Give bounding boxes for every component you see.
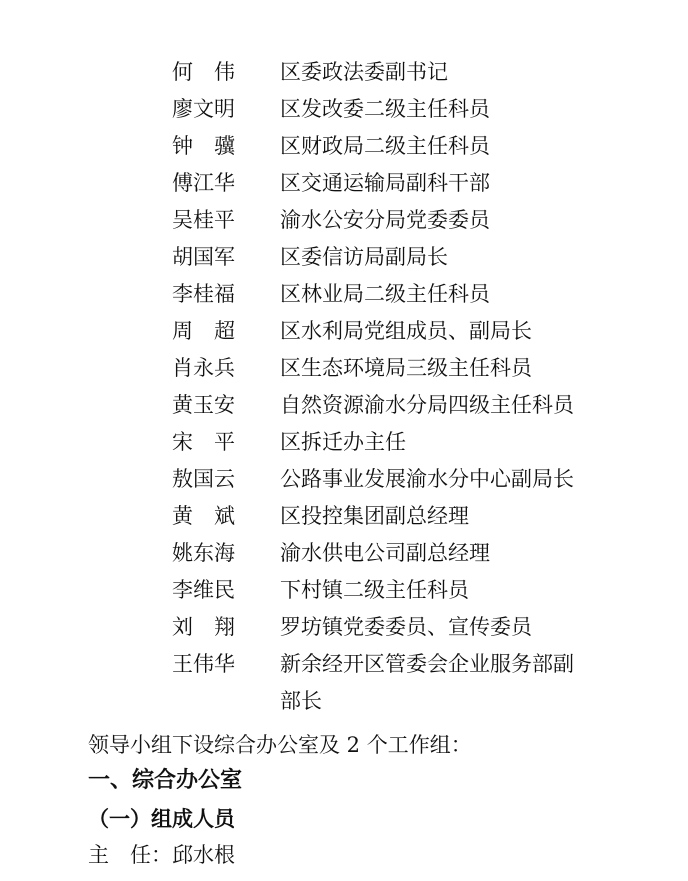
member-row <box>172 91 592 128</box>
member-row <box>172 424 592 461</box>
member-row <box>172 239 592 276</box>
member-name: 肖永兵 <box>172 356 235 380</box>
section-heading: 一、综合办公室 <box>88 768 243 793</box>
member-row <box>172 350 592 387</box>
member-title: 渝水公安分局党委委员 <box>280 208 490 232</box>
member-title: 新余经开区管委会企业服务部副部长 <box>280 652 574 713</box>
member-row <box>172 498 592 535</box>
member-name: 宋 平 <box>172 430 235 454</box>
member-row <box>172 54 592 91</box>
member-title: 区林业局二级主任科员 <box>280 282 490 306</box>
member-name: 黄玉安 <box>172 393 235 417</box>
member-row <box>172 646 592 720</box>
member-title: 区生态环境局三级主任科员 <box>280 356 532 380</box>
member-row <box>172 387 592 424</box>
member-row <box>172 461 592 498</box>
member-title: 区交通运输局副科干部 <box>280 171 490 195</box>
member-row <box>172 313 592 350</box>
member-name: 刘 翔 <box>172 615 235 639</box>
member-name: 周 超 <box>172 319 235 343</box>
subsection-heading: （一）组成人员 <box>88 806 235 831</box>
member-title: 下村镇二级主任科员 <box>280 578 469 602</box>
member-title: 区委政法委副书记 <box>280 60 448 84</box>
member-title: 区投控集团副总经理 <box>280 504 469 528</box>
member-name: 李桂福 <box>172 282 235 306</box>
member-title: 区拆迁办主任 <box>280 430 406 454</box>
member-title: 区财政局二级主任科员 <box>280 134 490 158</box>
member-row <box>172 202 592 239</box>
member-row <box>172 128 592 165</box>
member-row <box>172 165 592 202</box>
member-name: 敖国云 <box>172 467 235 491</box>
member-title: 区委信访局副局长 <box>280 245 448 269</box>
member-title: 渝水供电公司副总经理 <box>280 541 490 565</box>
member-title: 区发改委二级主任科员 <box>280 97 490 121</box>
member-name: 何 伟 <box>172 60 235 84</box>
member-row <box>172 276 592 313</box>
member-name: 吴桂平 <box>172 208 235 232</box>
member-name: 黄 斌 <box>172 504 235 528</box>
director-line: 主 任：邱水根 <box>88 843 235 867</box>
member-name: 胡国军 <box>172 245 235 269</box>
member-name: 姚东海 <box>172 541 235 565</box>
member-name: 傅江华 <box>172 171 235 195</box>
member-row <box>172 572 592 609</box>
member-list <box>172 54 592 720</box>
member-name: 钟 骥 <box>172 134 235 158</box>
member-title: 罗坊镇党委委员、宣传委员 <box>280 615 532 639</box>
member-name: 廖文明 <box>172 97 235 121</box>
member-row <box>172 609 592 646</box>
intro-paragraph: 领导小组下设综合办公室及 2 个工作组： <box>88 733 472 757</box>
member-name: 王伟华 <box>172 652 235 676</box>
member-name: 李维民 <box>172 578 235 602</box>
member-title: 区水利局党组成员、副局长 <box>280 319 532 343</box>
member-title: 公路事业发展渝水分中心副局长 <box>280 467 574 491</box>
member-row <box>172 535 592 572</box>
member-title: 自然资源渝水分局四级主任科员 <box>280 393 574 417</box>
